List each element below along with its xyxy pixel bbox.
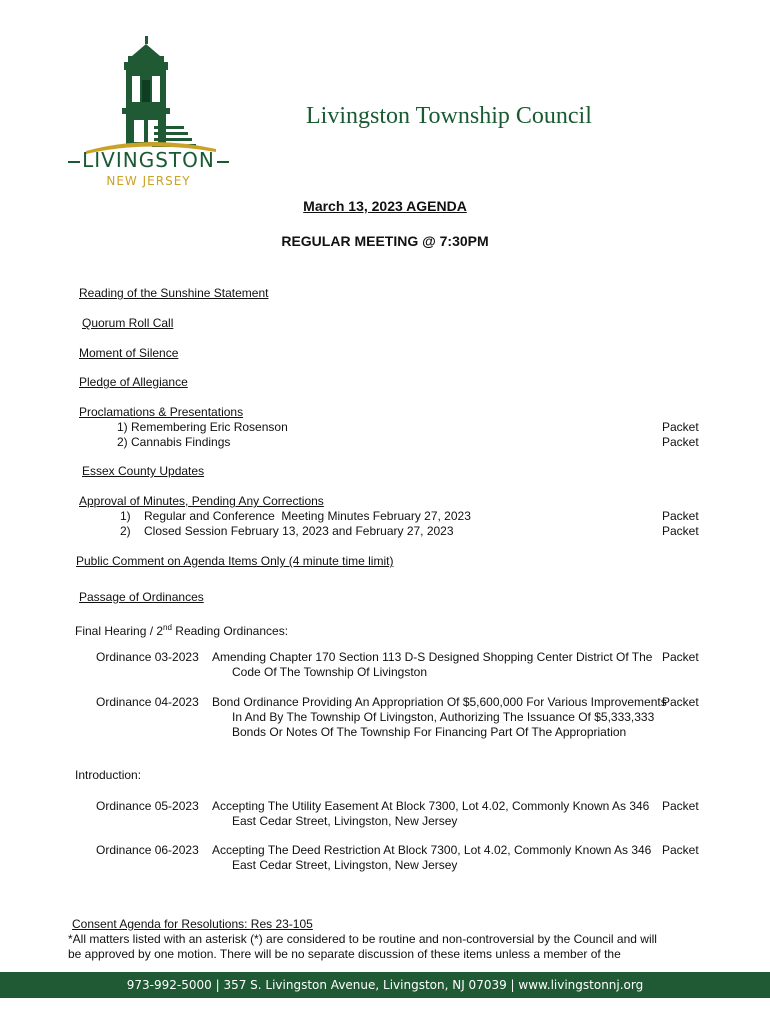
packet-label: Packet: [662, 509, 699, 523]
footer-bar: 973-992-5000 | 357 S. Livingston Avenue, Livingston, NJ 07039 | www.livingstonnj.org: [0, 972, 770, 998]
packet-label: Packet: [662, 799, 699, 813]
item-public-comment: Public Comment on Agenda Items Only (4 minute time limit): [76, 554, 394, 568]
packet-label: Packet: [662, 435, 699, 449]
item-roll-call: Quorum Roll Call: [82, 316, 174, 330]
item-silence: Moment of Silence: [79, 346, 179, 360]
ordinance-description: Accepting The Deed Restriction At Block 7300, Lot 4.02, Commonly Known As 346 East Cedar Street, Livingston, New Jersey: [212, 843, 652, 872]
introduction-heading: Introduction:: [75, 768, 142, 782]
logo-subtitle: NEW JERSEY: [106, 174, 191, 188]
ordinance-number: Ordinance 04-2023: [96, 695, 199, 709]
minutes-item: 2) Closed Session February 13, 2023 and February 27, 2023: [120, 524, 454, 538]
consent-heading: Consent Agenda for Resolutions: Res 23-105: [72, 917, 313, 931]
proclamation-item: 2) Cannabis Findings: [117, 435, 231, 449]
ordinance-description: Accepting The Utility Easement At Block 7300, Lot 4.02, Commonly Known As 346 East Cedar Street, Livingston, New Jersey: [212, 799, 650, 828]
ordinance-description: Amending Chapter 170 Section 113 D-S Designed Shopping Center District Of The Code Of The Township Of Livingston: [212, 650, 653, 679]
consent-text: be approved by one motion. There will be no separate discussion of these items unless a member of the: [68, 947, 621, 961]
minutes-heading: Approval of Minutes, Pending Any Corrections: [79, 494, 324, 508]
packet-label: Packet: [662, 843, 699, 857]
ordinance-number: Ordinance 06-2023: [96, 843, 199, 857]
minutes-item: 1) Regular and Conference Meeting Minutes February 27, 2023: [120, 509, 471, 523]
ordinances-heading: Passage of Ordinances: [79, 590, 204, 604]
council-title: Livingston Township Council: [306, 103, 592, 129]
final-hearing-heading: Final Hearing / 2nd Reading Ordinances:: [75, 623, 289, 638]
logo-wordmark: LIVINGSTON: [66, 148, 231, 172]
item-sunshine: Reading of the Sunshine Statement: [79, 286, 269, 300]
item-pledge: Pledge of Allegiance: [79, 375, 188, 389]
agenda-title: March 13, 2023 AGENDA: [303, 198, 467, 214]
packet-label: Packet: [662, 695, 699, 709]
packet-label: Packet: [662, 650, 699, 664]
ordinance-description: Bond Ordinance Providing An Appropriation Of $5,600,000 For Various Improvements In And By The Township Of Livingston, Authorizing The Issuance Of $5,333,333 Bonds Or Notes Of The Township For Financing Part Of The Appropriation: [212, 695, 667, 739]
item-essex: Essex County Updates: [82, 464, 205, 478]
packet-label: Packet: [662, 524, 699, 538]
meeting-title: REGULAR MEETING @ 7:30PM: [281, 233, 489, 249]
packet-label: Packet: [662, 420, 699, 434]
proclamation-item: 1) Remembering Eric Rosenson: [117, 420, 288, 434]
ordinance-number: Ordinance 03-2023: [96, 650, 199, 664]
consent-text: *All matters listed with an asterisk (*) are considered to be routine and non-controversial by the Council and will: [68, 932, 657, 946]
proclamations-heading: Proclamations & Presentations: [79, 405, 244, 419]
ordinance-number: Ordinance 05-2023: [96, 799, 199, 813]
township-logo: [66, 36, 231, 196]
